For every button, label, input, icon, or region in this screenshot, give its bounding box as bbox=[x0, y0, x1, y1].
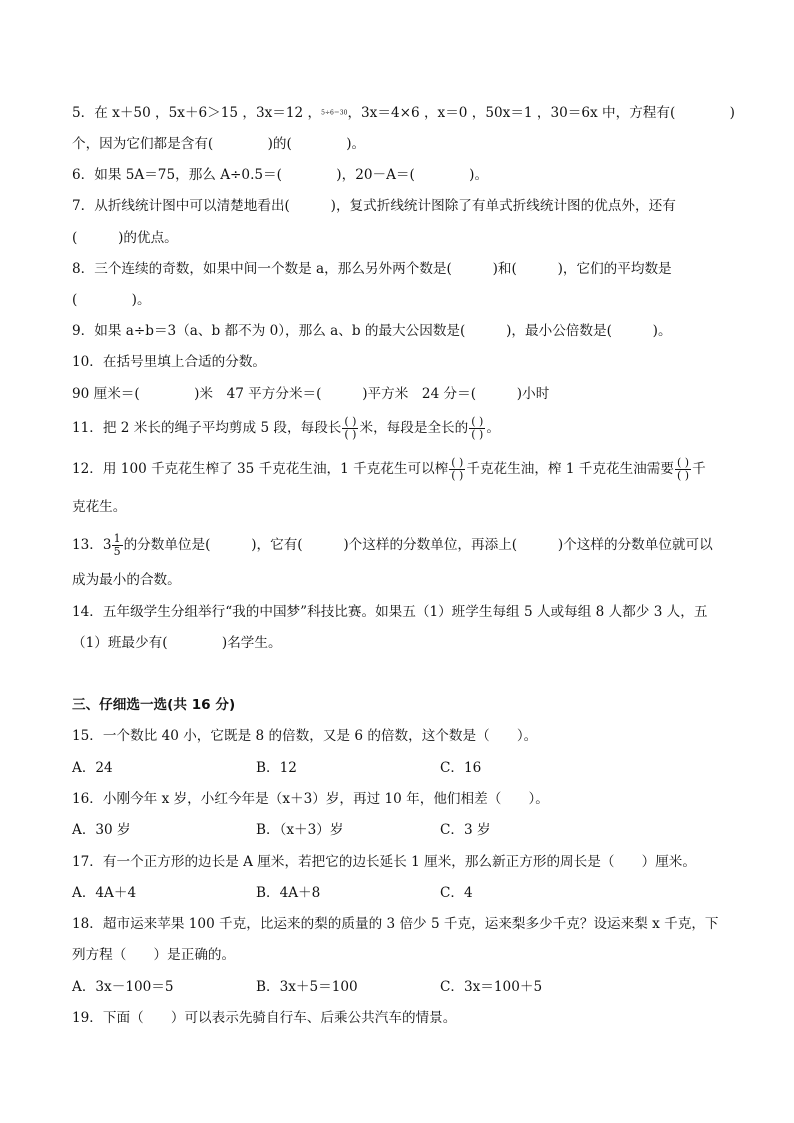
q13-prefix: 13． bbox=[72, 537, 103, 553]
question-11 bbox=[72, 413, 500, 443]
mixed-number bbox=[102, 532, 124, 558]
question-10-line-1: 10．在括号里填上合适的分数。 bbox=[72, 354, 267, 370]
q5-tiny-equation: 5÷6＝30 bbox=[321, 109, 348, 117]
q18-option-b: B．3x＋5＝100 bbox=[256, 979, 358, 995]
q17-option-b: B．4A＋8 bbox=[256, 885, 321, 901]
blank-fraction bbox=[469, 416, 485, 441]
fraction-denominator: 5 bbox=[113, 545, 121, 558]
question-14-line-1: 14．五年级学生分组举行“我的中国梦”科技比赛。如果五（1）班学生每组 5 人或每组 8 人都少 3 人，五 bbox=[72, 604, 708, 620]
q11-text-c: 。 bbox=[486, 420, 500, 436]
q16-option-a: A．30 岁 bbox=[72, 822, 131, 838]
question-13-line-1 bbox=[72, 530, 713, 560]
mixed-fraction bbox=[112, 533, 123, 558]
q18-option-a: A．3x－100＝5 bbox=[72, 979, 174, 995]
question-13-line-2: 成为最小的合数。 bbox=[72, 572, 181, 588]
q15-option-b: B．12 bbox=[256, 760, 297, 776]
fraction-denominator: ( ) bbox=[676, 469, 690, 482]
question-8-line-1: 8．三个连续的奇数，如果中间一个数是 a，那么另外两个数是( )和( )，它们的平均数是 bbox=[72, 261, 672, 277]
mixed-whole: 3 bbox=[102, 537, 112, 553]
question-8-line-2: ( )。 bbox=[72, 292, 151, 308]
q17-option-c: C．4 bbox=[440, 885, 473, 901]
blank-fraction bbox=[449, 457, 465, 482]
section-3-heading: 三、仔细选一选(共 16 分) bbox=[72, 697, 236, 713]
question-5-line-1 bbox=[72, 103, 735, 124]
blank-fraction bbox=[342, 416, 358, 441]
question-5-line-2: 个，因为它们都是含有( )的( )。 bbox=[72, 136, 366, 152]
question-9: 9．如果 a÷b＝3（a、b 都不为 0），那么 a、b 的最大公因数是( )，最小公倍数是( )。 bbox=[72, 323, 672, 339]
q16-option-b: B．（x＋3）岁 bbox=[256, 822, 344, 838]
fraction-denominator: ( ) bbox=[451, 469, 464, 482]
q5-text-b: ，3x＝4×6 ，x＝0 ，50x＝1 ，30＝6x 中，方程有( ) bbox=[347, 105, 735, 121]
question-19: 19．下面（ ）可以表示先骑自行车、后乘公共汽车的情景。 bbox=[72, 1010, 457, 1026]
question-10-line-2: 90 厘米＝( )米 47 平方分米＝( )平方米 24 分＝( )小时 bbox=[72, 386, 550, 402]
fraction-numerator: ( ) bbox=[676, 456, 690, 469]
question-14-line-2: （1）班最少有( )名学生。 bbox=[72, 635, 282, 651]
question-7-line-2: ( )的优点。 bbox=[72, 230, 178, 246]
question-18-line-2: 列方程（ ）是正确的。 bbox=[72, 947, 236, 963]
q13-text-a: 的分数单位是( )，它有( )个这样的分数单位，再添上( )个这样的分数单位就可以 bbox=[123, 537, 713, 553]
question-7-line-1: 7．从折线统计图中可以清楚地看出( )，复式折线统计图除了有单式折线统计图的优点外，还有 bbox=[72, 198, 676, 214]
blank-fraction bbox=[675, 457, 691, 482]
question-12-line-1 bbox=[72, 454, 706, 484]
question-18-line-1: 18．超市运来苹果 100 千克，比运来的梨的质量的 3 倍少 5 千克，运来梨多少千克？设运来梨 x 千克，下 bbox=[72, 916, 719, 932]
q11-text-b: 米，每段是全长的 bbox=[359, 420, 469, 436]
fraction-numerator: 1 bbox=[113, 532, 121, 545]
q12-text-a: 12．用 100 千克花生榨了 35 千克花生油，1 千克花生可以榨 bbox=[72, 461, 449, 477]
q11-text-a: 11．把 2 米长的绳子平均剪成 5 段，每段长 bbox=[72, 420, 342, 436]
q5-text-a: 5．在 x＋50 ，5x＋6＞15 ，3x＝12 ， bbox=[72, 105, 322, 121]
fraction-denominator: ( ) bbox=[471, 428, 484, 441]
q16-option-c: C．3 岁 bbox=[440, 822, 491, 838]
q15-option-c: C．16 bbox=[440, 760, 482, 776]
q17-option-a: A．4A＋4 bbox=[72, 885, 137, 901]
q15-option-a: A．24 bbox=[72, 760, 113, 776]
question-16: 16．小刚今年 x 岁，小红今年是（x＋3）岁，再过 10 年，他们相差（ ）。 bbox=[72, 791, 549, 807]
question-12-line-2: 克花生。 bbox=[72, 499, 127, 515]
q12-text-c: 千 bbox=[692, 461, 706, 477]
fraction-numerator: ( ) bbox=[344, 415, 357, 428]
question-15: 15．一个数比 40 小，它既是 8 的倍数，又是 6 的倍数，这个数是（ ）。 bbox=[72, 728, 538, 744]
q12-text-b: 千克花生油，榨 1 千克花生油需要 bbox=[466, 461, 674, 477]
question-17: 17．有一个正方形的边长是 A 厘米，若把它的边长延长 1 厘米，那么新正方形的周长是（ ）厘米。 bbox=[72, 854, 696, 870]
question-6: 6．如果 5A＝75，那么 A÷0.5＝( )，20－A＝( )。 bbox=[72, 167, 489, 183]
fraction-numerator: ( ) bbox=[471, 415, 484, 428]
fraction-numerator: ( ) bbox=[451, 456, 464, 469]
fraction-denominator: ( ) bbox=[344, 428, 357, 441]
q18-option-c: C．3x＝100＋5 bbox=[440, 979, 543, 995]
